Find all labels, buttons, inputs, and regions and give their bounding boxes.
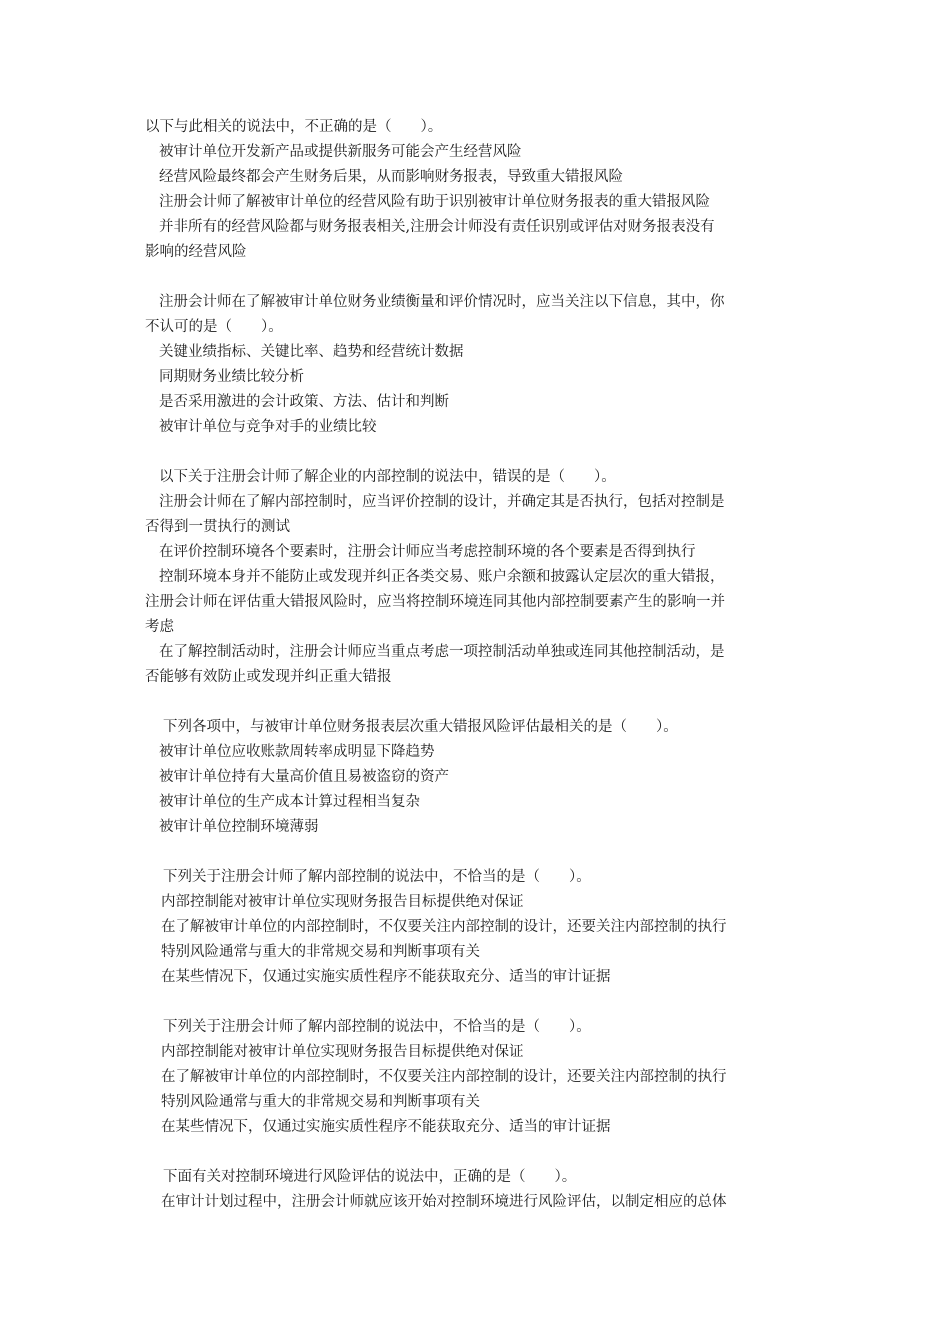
question-6-option-a: 内部控制能对被审计单位实现财务报告目标提供绝对保证 — [161, 1044, 524, 1060]
question-1 — [145, 115, 813, 265]
question-2 — [145, 290, 813, 440]
question-3 — [145, 465, 813, 690]
question-2-option-c: 是否采用激进的会计政策、方法、估计和判断 — [159, 394, 449, 410]
question-2-option-d: 被审计单位与竞争对手的业绩比较 — [159, 419, 377, 435]
question-1-option-d-line-1: 并非所有的经营风险都与财务报表相关,注册会计师没有责任识别或评估对财务报表没有 — [159, 219, 715, 235]
question-6-option-d: 在某些情况下，仅通过实施实质性程序不能获取充分、适当的审计证据 — [161, 1119, 611, 1135]
question-5-option-a: 内部控制能对被审计单位实现财务报告目标提供绝对保证 — [161, 894, 524, 910]
question-3-stem: 以下关于注册会计师了解企业的内部控制的说法中，错误的是（ ）。 — [159, 469, 616, 485]
question-2-stem-line-1: 注册会计师在了解被审计单位财务业绩衡量和评价情况时，应当关注以下信息，其中，你 — [159, 294, 725, 310]
question-3-option-c-line-2: 注册会计师在评估重大错报风险时，应当将控制环境连同其他内部控制要素产生的影响一并 — [145, 594, 725, 610]
spacer — [145, 690, 813, 715]
question-3-option-a-line-2: 否得到一贯执行的测试 — [145, 519, 290, 535]
question-5 — [145, 865, 813, 990]
question-6-option-b: 在了解被审计单位的内部控制时，不仅要关注内部控制的设计，还要关注内部控制的执行 — [161, 1069, 727, 1085]
question-6-option-c: 特别风险通常与重大的非常规交易和判断事项有关 — [161, 1094, 480, 1110]
question-4-option-a: 被审计单位应收账款周转率成明显下降趋势 — [159, 744, 435, 760]
question-1-option-d-line-2: 影响的经营风险 — [145, 244, 247, 260]
question-1-option-a: 被审计单位开发新产品或提供新服务可能会产生经营风险 — [159, 144, 522, 160]
question-5-option-c: 特别风险通常与重大的非常规交易和判断事项有关 — [161, 944, 480, 960]
question-4-option-b: 被审计单位持有大量高价值且易被盗窃的资产 — [159, 769, 449, 785]
spacer — [145, 1140, 813, 1165]
question-6-stem: 下列关于注册会计师了解内部控制的说法中，不恰当的是（ ）。 — [163, 1019, 591, 1035]
question-7 — [145, 1165, 813, 1215]
spacer — [145, 990, 813, 1015]
question-4-option-d: 被审计单位控制环境薄弱 — [159, 819, 319, 835]
question-7-option-a-line-1: 在审计计划过程中，注册会计师就应该开始对控制环境进行风险评估，以制定相应的总体 — [161, 1194, 727, 1210]
spacer — [145, 840, 813, 865]
question-3-option-c-line-3: 考虑 — [145, 619, 174, 635]
question-4-option-c: 被审计单位的生产成本计算过程相当复杂 — [159, 794, 420, 810]
question-5-option-d: 在某些情况下，仅通过实施实质性程序不能获取充分、适当的审计证据 — [161, 969, 611, 985]
question-5-stem: 下列关于注册会计师了解内部控制的说法中，不恰当的是（ ）。 — [163, 869, 591, 885]
document-page — [145, 115, 813, 1215]
question-7-stem: 下面有关对控制环境进行风险评估的说法中，正确的是（ ）。 — [163, 1169, 577, 1185]
question-3-option-a-line-1: 注册会计师在了解内部控制时，应当评价控制的设计，并确定其是否执行，包括对控制是 — [159, 494, 725, 510]
question-2-option-a: 关键业绩指标、关键比率、趋势和经营统计数据 — [159, 344, 464, 360]
spacer — [145, 440, 813, 465]
question-2-option-b: 同期财务业绩比较分析 — [159, 369, 304, 385]
spacer — [145, 265, 813, 290]
question-1-option-c: 注册会计师了解被审计单位的经营风险有助于识别被审计单位财务报表的重大错报风险 — [159, 194, 710, 210]
question-4-stem: 下列各项中，与被审计单位财务报表层次重大错报风险评估最相关的是（ ）。 — [163, 719, 678, 735]
question-1-stem: 以下与此相关的说法中，不正确的是（ ）。 — [145, 119, 443, 135]
question-3-option-d-line-1: 在了解控制活动时，注册会计师应当重点考虑一项控制活动单独或连同其他控制活动，是 — [159, 644, 725, 660]
question-3-option-b: 在评价控制环境各个要素时，注册会计师应当考虑控制环境的各个要素是否得到执行 — [159, 544, 696, 560]
question-1-option-b: 经营风险最终都会产生财务后果，从而影响财务报表，导致重大错报风险 — [159, 169, 623, 185]
question-6 — [145, 1015, 813, 1140]
question-3-option-d-line-2: 否能够有效防止或发现并纠正重大错报 — [145, 669, 392, 685]
question-2-stem-line-2: 不认可的是（ ）。 — [145, 319, 283, 335]
question-5-option-b: 在了解被审计单位的内部控制时，不仅要关注内部控制的设计，还要关注内部控制的执行 — [161, 919, 727, 935]
question-4 — [145, 715, 813, 840]
question-3-option-c-line-1: 控制环境本身并不能防止或发现并纠正各类交易、账户余额和披露认定层次的重大错报， — [159, 569, 725, 585]
